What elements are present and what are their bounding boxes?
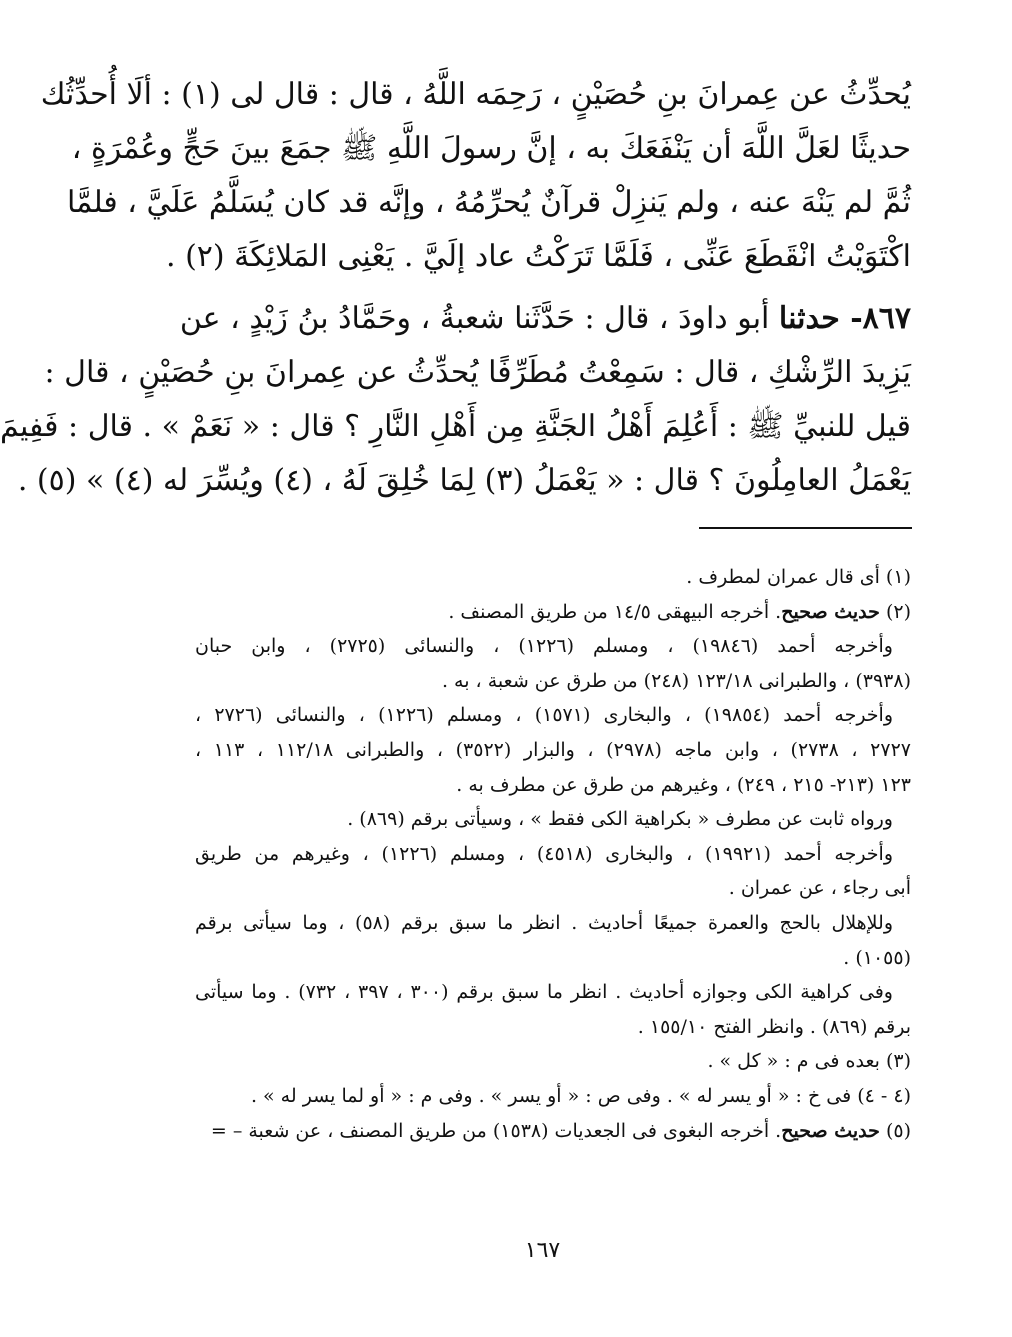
footnote-line: [195, 1010, 911, 1045]
footnote-text: ١٢٣ (٢١٣- ٢١٥ ، ٢٤٩) ، وغيرهم من طرق عن مطرف به .: [456, 773, 911, 796]
footnote-line: [195, 906, 911, 941]
text-line: يَعْمَلُ العامِلُونَ ؟ قال : « يَعْمَلُ (٣) لِمَا خُلِقَ لَهُ ، (٤) ويُسِّرَ له (٤) » (٥) .: [17, 463, 911, 498]
footnote-marker: (٥): [879, 1119, 911, 1142]
footnote-separator: [699, 527, 912, 529]
footnote-text: وللإهلال بالحج والعمرة جميعًا أحاديث . انظر ما سبق برقم (٥٨) ، وما سيأتى برقم: [195, 911, 893, 934]
paragraph-1: [40, 68, 911, 284]
footnote-line: [195, 698, 911, 733]
footnote-line: [195, 595, 911, 630]
footnote-text: برقم (٨٦٩) . وانظر الفتح ١٥٥/١٠ .: [637, 1015, 911, 1038]
footnote-text: ٢٧٢٧ ، ٢٧٣٨) ، وابن ماجه (٢٩٧٨) ، والبزار (٣٥٢٢) ، والطبرانى ١١٢/١٨ ، ١١٣ ،: [195, 738, 911, 761]
footnote-line: [195, 733, 911, 768]
footnote-line: [195, 802, 911, 837]
text-line: حديثًا لعَلَّ اللَّهَ أن يَنْفَعَكَ به ، إنَّ رسولَ اللَّهِ ﷺ جمَعَ بينَ حَجٍّ وعُمْرَةٍ ،: [71, 131, 911, 166]
paragraph-hadith-867: [0, 292, 911, 508]
footnote-text: وأخرجه أحمد (١٩٨٤٦) ، ومسلم (١٢٢٦) ، والنسائى (٢٧٢٥) ، وابن حبان: [195, 635, 893, 658]
footnotes: [195, 560, 911, 1148]
text-line: [179, 292, 911, 346]
footnote-text: وأخرجه أحمد (١٩٩٢١) ، والبخارى (٤٥١٨) ، ومسلم (١٢٢٦) ، وغيرهم من طريق: [195, 842, 893, 865]
footnote-line: [195, 1114, 911, 1149]
footnote-line: [195, 975, 911, 1010]
footnote-text: (٤ - ٤) فى خ : « أو يسر له » . وفى ص : « أو يسر » . وفى م : « أو لما يسر له » .: [250, 1084, 911, 1107]
main-text: [0, 68, 911, 508]
footnote-line: [195, 629, 911, 664]
footnote-text: (١) أى قال عمران لمطرف .: [686, 566, 911, 588]
footnote-line: [195, 1044, 911, 1079]
footnote-line: [195, 768, 911, 803]
footnote-text: (٣٩٣٨) ، والطبرانى ١٢٣/١٨ (٢٤٨) من طرق عن شعبة ، به .: [441, 669, 911, 692]
footnote-text: (٣) بعده فى م : « كل » .: [707, 1050, 911, 1073]
text-line: قيل للنبيِّ ﷺ : أَعُلِمَ أَهْلُ الجَنَّةِ مِن أَهْلِ النَّارِ ؟ قال : « نَعَمْ » . قال : فَفِيمَ: [0, 409, 911, 444]
footnote-text: وفى كراهية الكى وجوازه أحاديث . انظر ما سبق برقم (٣٠٠ ، ٣٩٧ ، ٧٣٢) . وما سيأتى: [195, 981, 893, 1004]
footnote-grade: حديث صحيح: [781, 1119, 880, 1142]
footnote-line: [195, 1079, 911, 1114]
text-line: يَزِيدَ الرِّشْكِ ، قال : سَمِعْتُ مُطَرِّفًا يُحدِّثُ عن عِمرانَ بنِ حُصَيْنٍ ، قال :: [44, 355, 911, 390]
footnote-line: [195, 837, 911, 872]
footnote-line: [195, 664, 911, 699]
footnote-line: [195, 560, 911, 595]
text-line: ثُمَّ لم يَنْهَ عنه ، ولم يَنزِلْ قرآنٌ يُحرِّمُهُ ، وإنَّه قد كان يُسَلَّمُ عَلَيَّ ، فلمَّا: [67, 185, 911, 220]
footnote-text: . أخرجه البغوى فى الجعديات (١٥٣٨) من طريق المصنف ، عن شعبة – =: [210, 1119, 782, 1142]
footnote-text: وأخرجه أحمد (١٩٨٥٤) ، والبخارى (١٥٧١) ، ومسلم (١٢٢٦) ، والنسائى (٢٧٢٦ ،: [195, 704, 893, 727]
footnote-text: . أخرجه البيهقى ١٤/٥ من طريق المصنف .: [448, 600, 782, 623]
text-line: اكْتَوَيْتُ انْقَطَعَ عَنِّى ، فَلَمَّا تَرَكْتُ عاد إلَيَّ . يَعْنِى المَلائِكَةَ (٢) .: [166, 239, 911, 274]
footnote-line: [195, 871, 911, 906]
footnote-text: أبى رجاء ، عن عمران .: [728, 877, 911, 900]
footnote-text: (١٠٥٥) .: [843, 946, 911, 969]
footnote-marker: (٢): [879, 600, 911, 623]
hadith-number: ٨٦٧- حدثنا: [778, 301, 911, 336]
footnote-grade: حديث صحيح: [781, 600, 880, 623]
footnote-line: [195, 941, 911, 976]
text-line-rest: أبو داودَ ، قال : حَدَّثَنا شعبةُ ، وحَمَّادُ بنُ زَيْدٍ ، عن: [179, 301, 779, 336]
text-line: يُحدِّثُ عن عِمرانَ بنِ حُصَيْنٍ ، رَحِمَه اللَّهُ ، قال : قال لى (١) : ألَا أُحدِّثُك: [40, 77, 911, 112]
footnote-text: ورواه ثابت عن مطرف « بكراهية الكى فقط » ، وسيأتى برقم (٨٦٩) .: [347, 808, 893, 831]
page-number: ١٦٧: [524, 1238, 561, 1263]
